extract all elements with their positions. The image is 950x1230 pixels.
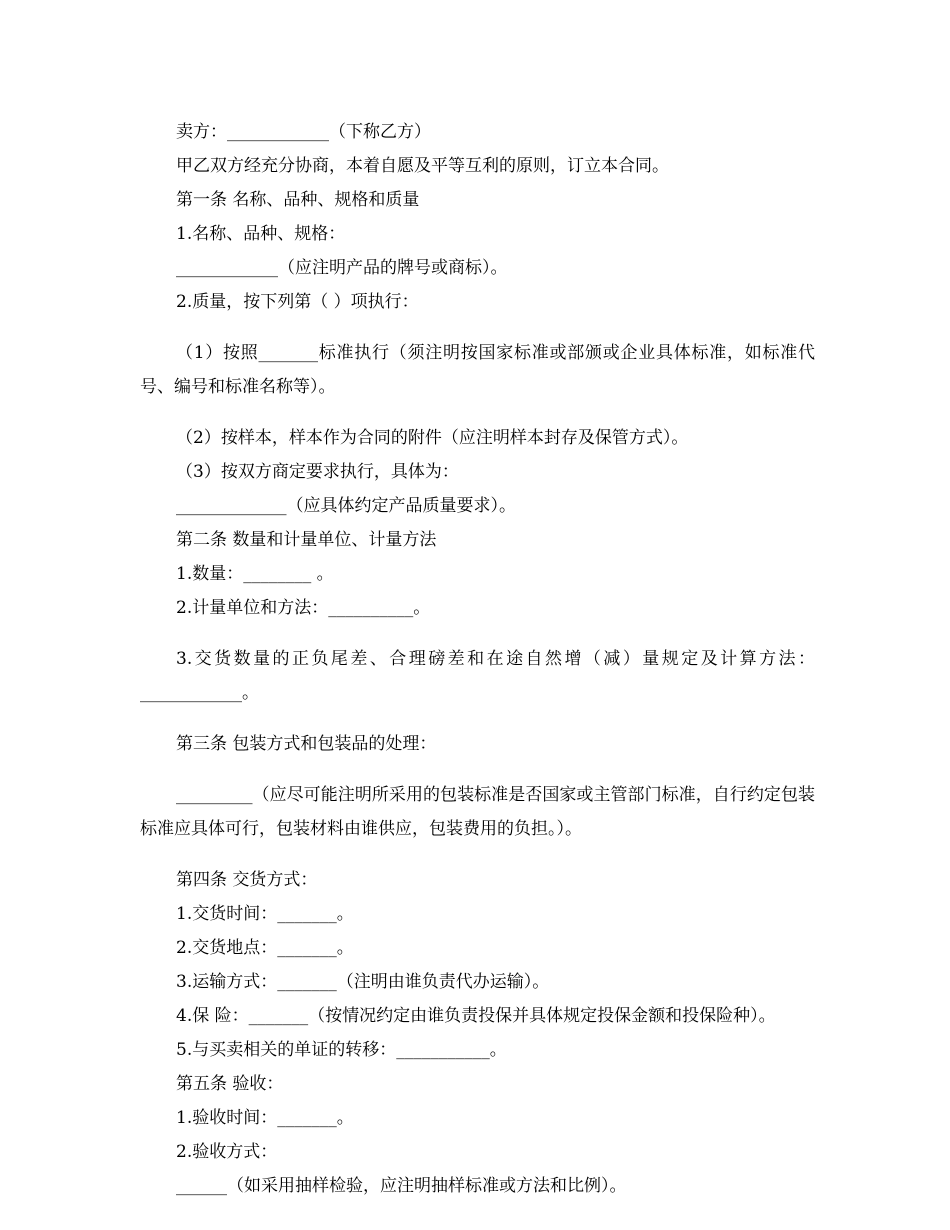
article-2-heading: 第二条 数量和计量单位、计量方法 xyxy=(176,530,437,550)
article-1-option-1: （1）按照_______标准执行（须注明按国家标准或部颁或企业具体标准，如标准代号、编号和标准名称等）。 xyxy=(140,343,815,397)
article-4-item-1: 1.交货时间：_______。 xyxy=(176,904,354,924)
article-1-item-2: 2.质量，按下列第（ ）项执行： xyxy=(176,292,419,312)
article-2-item-1: 1.数量：________ 。 xyxy=(176,564,334,584)
article-4-item-4: 4.保 险：_______（按情况约定由谁负责投保并具体规定投保金额和投保险种）。 xyxy=(176,1006,776,1026)
article-3-heading: 第三条 包装方式和包装品的处理： xyxy=(176,734,437,754)
article-5-item-1: 1.验收时间：_______。 xyxy=(176,1108,354,1128)
contract-body xyxy=(140,115,815,1203)
article-4-item-5: 5.与买卖相关的单证的转移：___________。 xyxy=(176,1040,507,1060)
article-4-heading: 第四条 交货方式： xyxy=(176,870,318,890)
article-3-body: _________（应尽可能注明所采用的包装标准是否国家或主管部门标准，自行约定包装标准应具体可行，包装材料由谁供应，包装费用的负担。）。 xyxy=(140,785,815,839)
article-1-option-2: （2）按样本，样本作为合同的附件（应注明样本封存及保管方式）。 xyxy=(176,428,689,448)
article-4-item-2: 2.交货地点：_______。 xyxy=(176,938,354,958)
article-1-option-3-blank: _____________（应具体约定产品质量要求）。 xyxy=(176,496,516,516)
article-1-option-3: （3）按双方商定要求执行，具体为： xyxy=(176,462,459,482)
article-5-item-2: 2.验收方式： xyxy=(176,1142,278,1162)
preamble-paragraph: 甲乙双方经充分协商，本着自愿及平等互利的原则，订立本合同。 xyxy=(176,156,669,176)
article-4-item-3: 3.运输方式：_______（注明由谁负责代办运输）。 xyxy=(176,972,550,992)
seller-line: 卖方：____________（下称乙方） xyxy=(176,122,431,142)
article-2-item-3: 3.交货数量的正负尾差、合理磅差和在途自然增（减）量规定及计算方法：____________。 xyxy=(140,649,815,703)
article-2-item-2: 2.计量单位和方法：__________。 xyxy=(176,598,431,618)
article-5-heading: 第五条 验收： xyxy=(176,1074,284,1094)
article-5-item-2-blank: ______（如采用抽样检验，应注明抽样标准或方法和比例）。 xyxy=(176,1176,627,1196)
article-1-item-1-blank: ____________（应注明产品的牌号或商标）。 xyxy=(176,258,508,278)
article-1-heading: 第一条 名称、品种、规格和质量 xyxy=(176,190,420,210)
article-1-item-1: 1.名称、品种、规格： xyxy=(176,224,346,244)
